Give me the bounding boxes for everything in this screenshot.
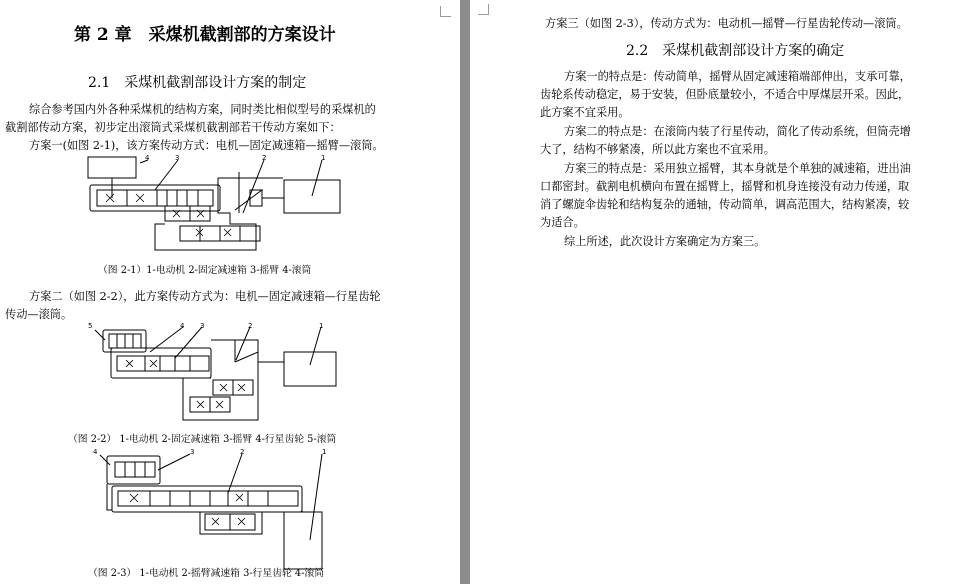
plan1-line: 方案一(如图 2-1)，该方案传动方式：电机—固定减速箱—摇臂—滚筒。 — [29, 139, 384, 152]
figure-2-2-caption: （图 2-2） 1-电动机 2-固定减速箱 3-摇臂 4-行星齿轮 5-滚筒 — [68, 434, 337, 445]
plan2-line: 传动—滚筒。 — [5, 308, 73, 321]
fig3-label: 1 — [322, 448, 327, 456]
para3-line: 消了螺旋伞齿轮和结构复杂的通轴，传动简单，调高范围大，结构紧凑，较 — [540, 198, 910, 211]
conclusion-line: 综上所述，此次设计方案确定为方案三。 — [564, 235, 766, 248]
fig2-label: 2 — [248, 322, 253, 330]
intro-line: 综合参考国内外各种采煤机的结构方案，同时类比相似型号的采煤机的 — [29, 103, 376, 116]
figure-2-1-caption: （图 2-1）1-电动机 2-固定减速箱 3-摇臂 4-滚筒 — [98, 265, 312, 276]
para3-line: 方案三的特点是：采用独立摇臂，其本身就是个单独的减速箱，进出油 — [564, 162, 911, 175]
document-page-right — [470, 0, 975, 584]
fig1-label: 4 — [145, 154, 150, 162]
section-title-2-1: 2.1 采煤机截割部设计方案的制定 — [88, 75, 307, 91]
plan3-line: 方案三（如图 2-3），传动方式为：电动机—摇臂—行星齿轮传动—滚筒。 — [545, 17, 908, 30]
para2-line: 大了，结构不够紧凑，所以此方案也不宜采用。 — [540, 143, 775, 156]
figure-2-3-caption: （图 2-3） 1-电动机 2-摇臂减速箱 3-行星齿轮 4-滚筒 — [88, 568, 325, 579]
fig3-label: 3 — [190, 448, 195, 456]
plan2-line: 方案二（如图 2-2），此方案传动方式为：电机—固定减速箱—行星齿轮 — [29, 290, 381, 303]
chapter-title: 第 2 章 采煤机截割部的方案设计 — [74, 25, 336, 45]
intro-line: 截割部传动方案，初步定出滚筒式采煤机截割部若干传动方案如下： — [5, 121, 341, 134]
para1-line: 方案一的特点是：传动简单，摇臂从固定减速箱端部伸出，支承可靠， — [564, 70, 911, 83]
fig3-label: 4 — [93, 448, 98, 456]
para1-line: 齿轮系传动稳定，易于安装，但卧底量较小，不适合中厚煤层开采。因此， — [540, 88, 910, 101]
fig2-label: 5 — [88, 322, 93, 330]
fig2-label: 3 — [200, 322, 205, 330]
document-page-left — [0, 0, 460, 584]
page-corner-mark — [478, 4, 489, 15]
para2-line: 方案二的特点是：在滚筒内装了行星传动，简化了传动系统，但筒壳增 — [564, 125, 911, 138]
fig1-label: 1 — [321, 154, 326, 162]
section-title-2-2: 2.2 采煤机截割部设计方案的确定 — [626, 43, 845, 59]
fig2-label: 4 — [180, 322, 185, 330]
fig1-label: 2 — [262, 154, 267, 162]
para3-line: 为适合。 — [540, 216, 585, 229]
figure-2-3-diagram — [0, 0, 460, 584]
para3-line: 口都密封。截割电机横向布置在摇臂上，摇臂和机身连接没有动力传递，取 — [540, 180, 910, 193]
fig1-label: 3 — [175, 154, 180, 162]
fig2-label: 1 — [319, 322, 324, 330]
fig3-label: 2 — [240, 448, 245, 456]
para1-line: 此方案不宜采用。 — [540, 106, 630, 119]
